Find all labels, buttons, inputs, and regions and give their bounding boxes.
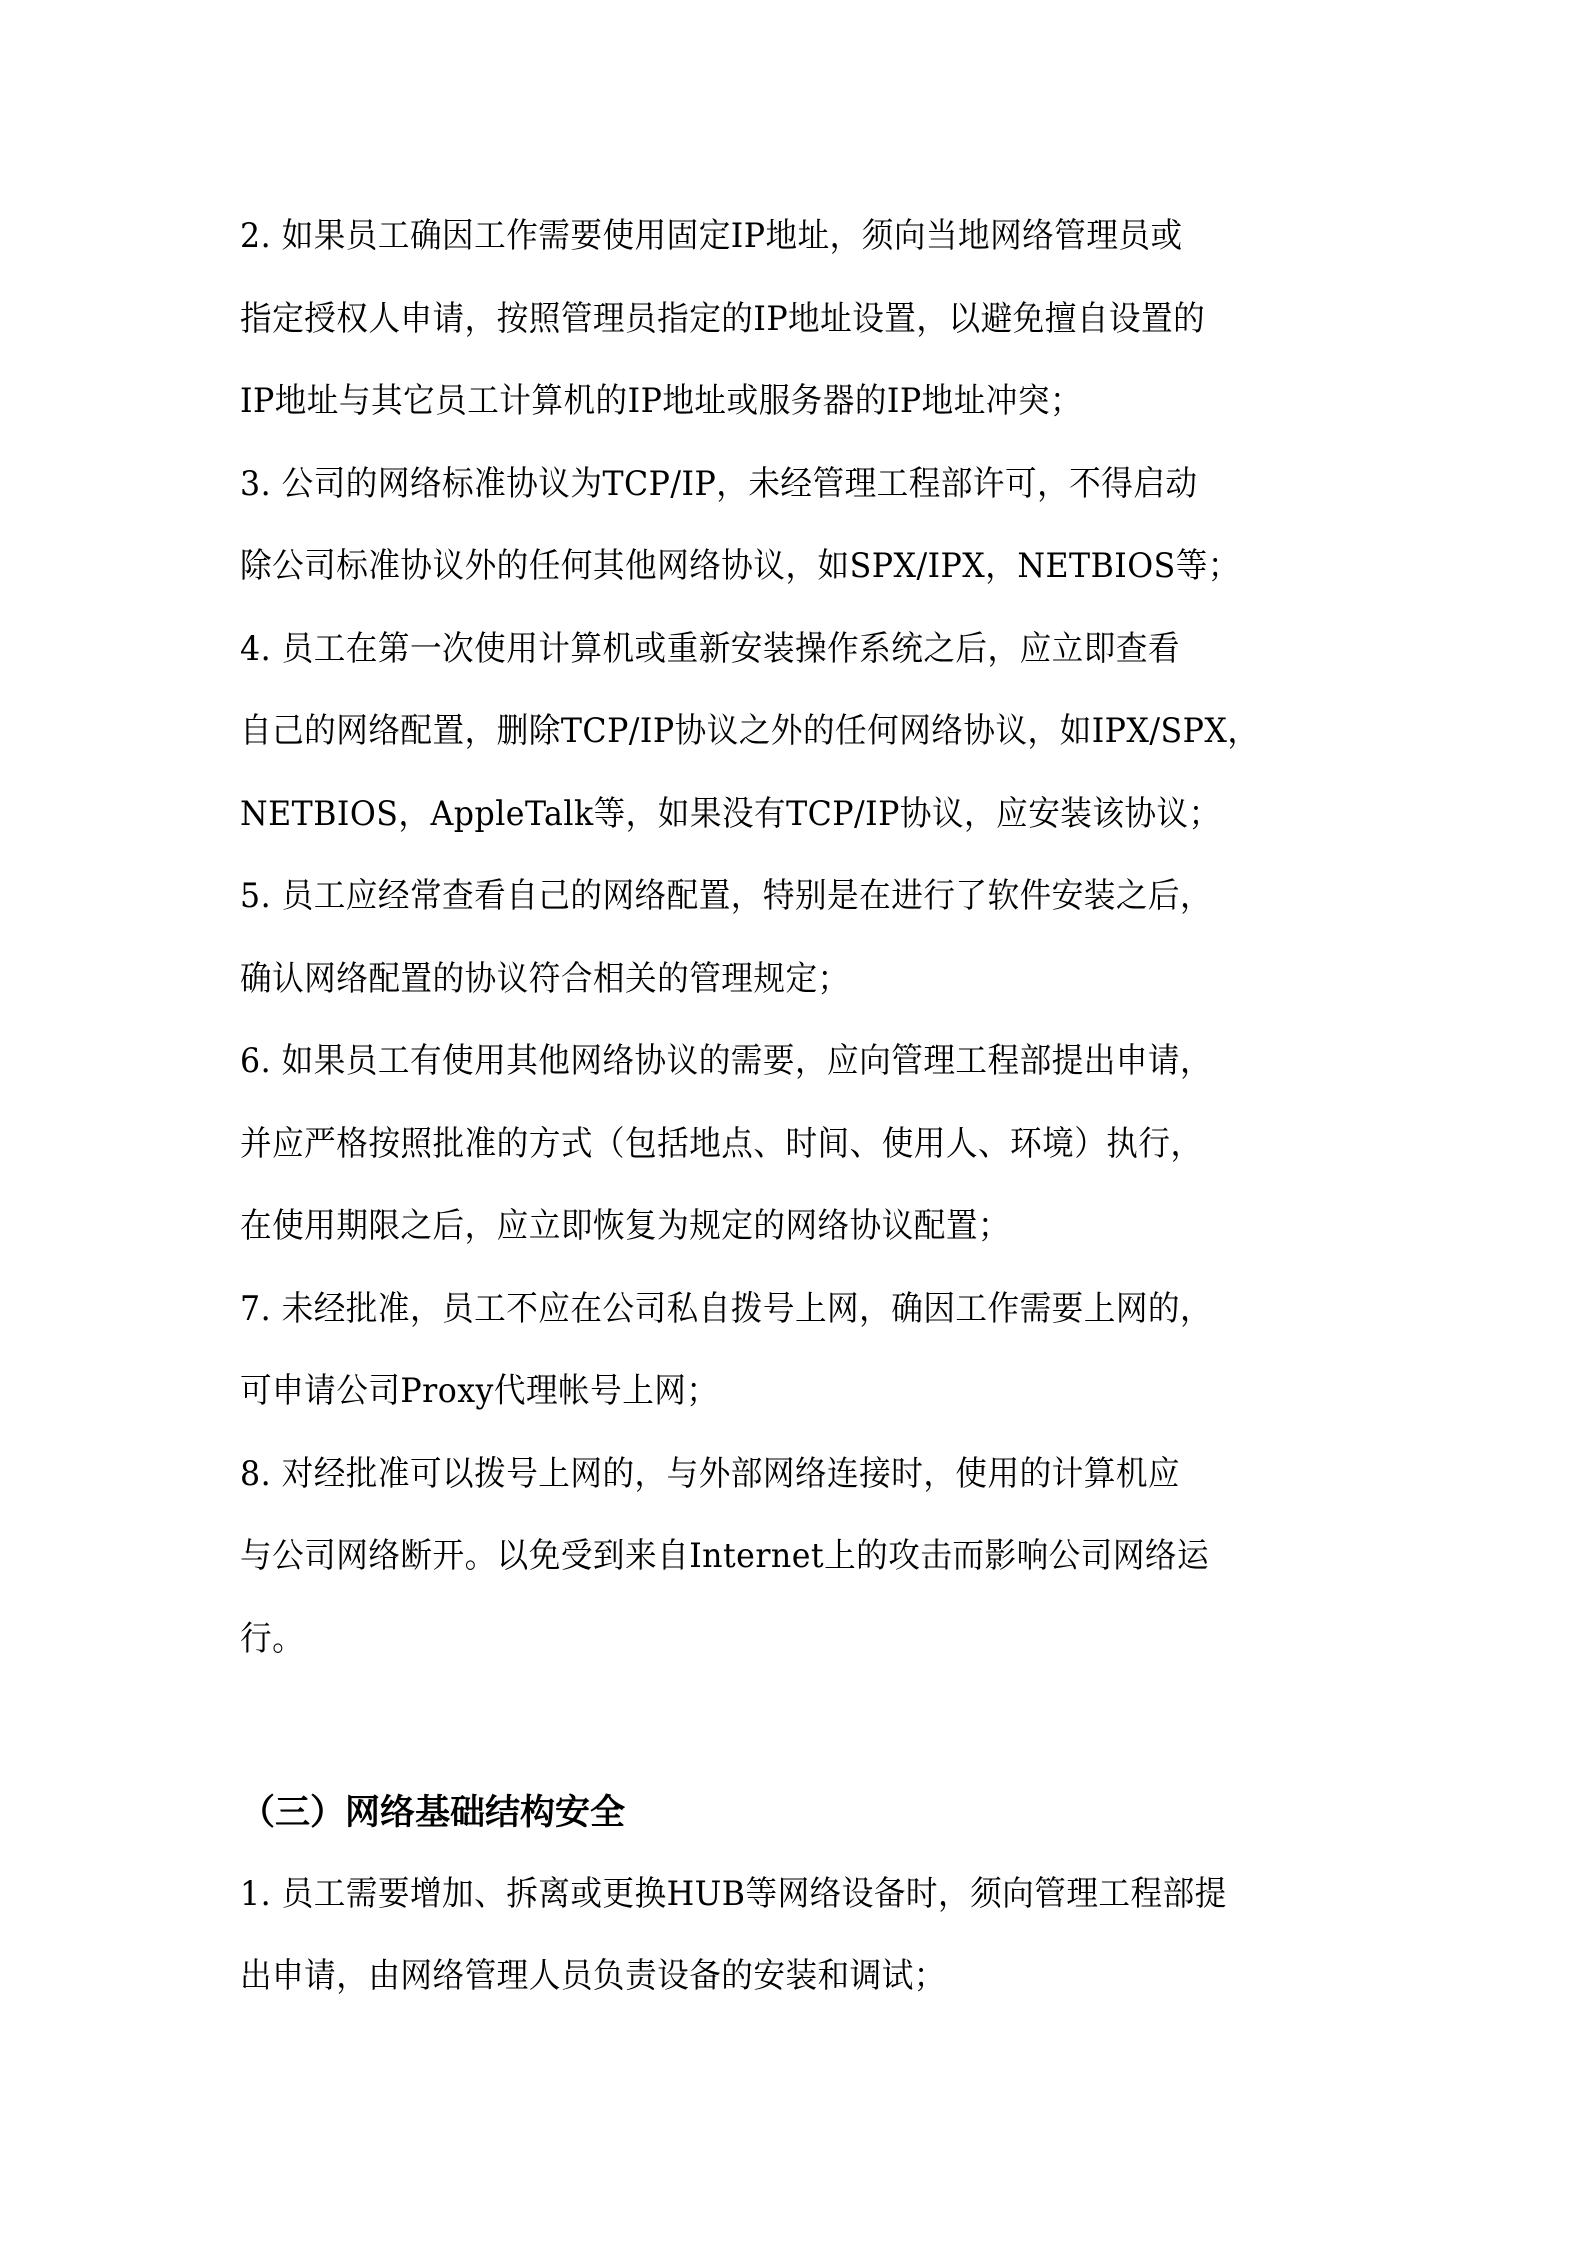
paragraph-8-line-2: 与公司网络断开。以免受到来自Internet上的攻击而影响公司网络运	[240, 1536, 1210, 1576]
paragraph-6-line-3: 在使用期限之后，应立即恢复为规定的网络协议配置；	[240, 1206, 1011, 1246]
paragraph-2-line-1: 2. 如果员工确因工作需要使用固定IP地址，须向当地网络管理员或	[240, 216, 1183, 256]
paragraph-6-line-1: 6. 如果员工有使用其他网络协议的需要，应向管理工程部提出申请，	[240, 1041, 1213, 1081]
paragraph-8-line-3: 行。	[240, 1619, 305, 1659]
paragraph-8-line-1: 8. 对经批准可以拨号上网的，与外部网络连接时，使用的计算机应	[240, 1454, 1180, 1494]
paragraph-7-line-2: 可申请公司Proxy代理帐号上网；	[240, 1371, 719, 1411]
section-heading: （三）网络基础结构安全	[240, 1793, 626, 1833]
paragraph-3-line-1: 3. 公司的网络标准协议为TCP/IP，未经管理工程部许可，不得启动	[240, 464, 1198, 504]
paragraph-4-line-1: 4. 员工在第一次使用计算机或重新安装操作系统之后，应立即查看	[240, 629, 1180, 669]
paragraph-5-line-1: 5. 员工应经常查看自己的网络配置，特别是在进行了软件安装之后，	[240, 876, 1213, 916]
section-paragraph-1-line-1: 1. 员工需要增加、拆离或更换HUB等网络设备时，须向管理工程部提	[240, 1874, 1227, 1914]
section-paragraph-1-line-2: 出申请，由网络管理人员负责设备的安装和调试；	[240, 1956, 946, 1996]
paragraph-3-line-2: 除公司标准协议外的任何其他网络协议，如SPX/IPX，NETBIOS等；	[240, 546, 1240, 586]
paragraph-2-line-3: IP地址与其它员工计算机的IP地址或服务器的IP地址冲突；	[240, 381, 1083, 421]
paragraph-6-line-2: 并应严格按照批准的方式（包括地点、时间、使用人、环境）执行，	[240, 1124, 1203, 1164]
paragraph-7-line-1: 7. 未经批准，员工不应在公司私自拨号上网，确因工作需要上网的，	[240, 1289, 1213, 1329]
paragraph-2-line-2: 指定授权人申请，按照管理员指定的IP地址设置，以避免擅自设置的	[240, 299, 1206, 339]
paragraph-4-line-3: NETBIOS，AppleTalk等，如果没有TCP/IP协议，应安装该协议；	[240, 794, 1221, 834]
paragraph-4-line-2: 自己的网络配置，删除TCP/IP协议之外的任何网络协议，如IPX/SPX，	[240, 711, 1260, 751]
paragraph-5-line-2: 确认网络配置的协议符合相关的管理规定；	[240, 959, 850, 999]
